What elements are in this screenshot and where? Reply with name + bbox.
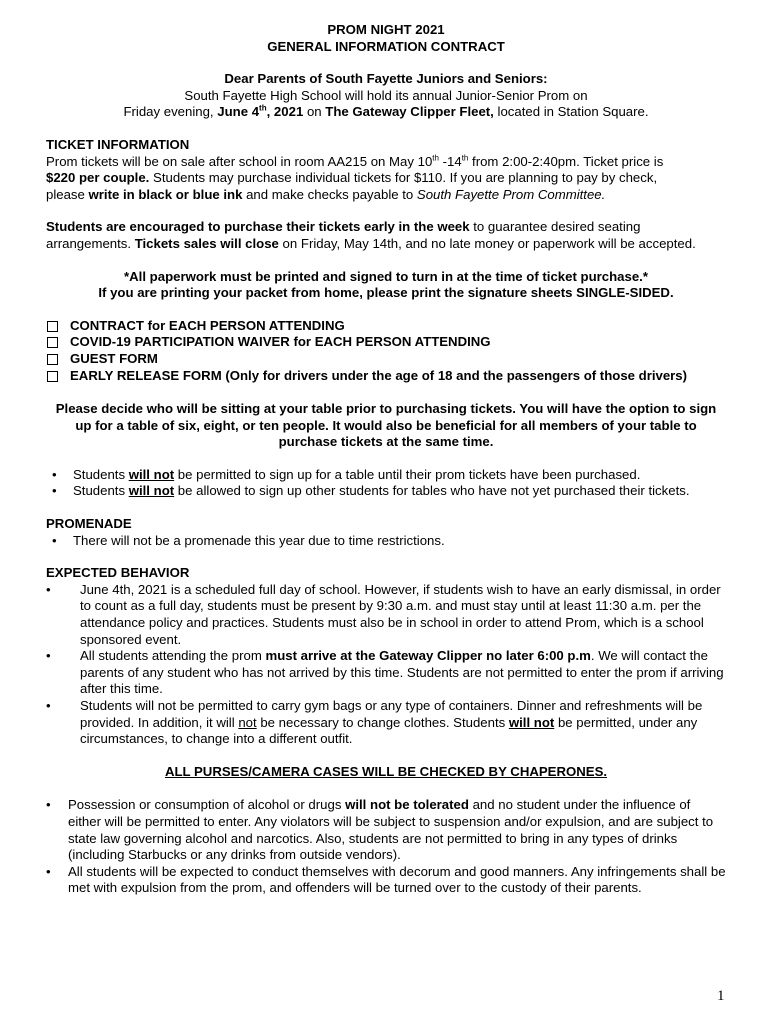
bullet-icon: • (52, 532, 57, 548)
ticket-text: from 2:00-2:40pm. Ticket price is (468, 153, 664, 169)
bullet-text-part: be permitted, under any circumstances, to change into a different outfit. (80, 714, 698, 747)
bullet-icon: • (46, 648, 51, 664)
bullet-text: All students will be expected to conduct themselves with decorum and good manners. Any infringements shall be met with expulsion from the prom, and offenders will be turned over to the custody of their parents. (68, 863, 726, 896)
document-title: PROM NIGHT 2021 (327, 22, 445, 37)
intro-line-2 (46, 104, 726, 121)
checklist-item (46, 351, 726, 368)
bullet-icon: • (52, 483, 57, 499)
list-item (46, 797, 726, 863)
emphasis: will not (128, 466, 175, 482)
emphasis: will not (128, 483, 175, 499)
encourage-paragraph (46, 219, 726, 252)
intro-text: on (303, 104, 326, 120)
ticket-paragraph (46, 154, 726, 204)
bullet-text-part: Students will not be permitted to carry gym bags or any type of containers. Dinner and refreshments will be provided. In addition, it will (80, 698, 703, 730)
bullet-icon: • (46, 581, 51, 597)
bullet-text-part: All students attending the prom (80, 648, 266, 664)
bullet-text: June 4th, 2021 is a scheduled full day of school. However, if students wish to have an early dismissal, in order to count as a full day, students must be present by 9:30 a.m. and must stay until at least 11:30 a.m. per the attendance policy and practices. Students must also be in school in order to attend Prom, which is a school sponsored event. (80, 581, 721, 647)
document-subtitle: GENERAL INFORMATION CONTRACT (267, 38, 505, 54)
list-item (46, 533, 726, 550)
ticket-text: please (46, 186, 89, 202)
checkbox-icon[interactable] (47, 321, 58, 332)
prom-date-day: June 4 (217, 104, 260, 120)
intro-text: located in Station Square. (493, 104, 649, 120)
checklist-item (46, 334, 726, 351)
ticket-text: -14 (438, 153, 462, 169)
bullet-text (73, 467, 640, 484)
encourage-text: to guarantee desired seating arrangements. (46, 219, 641, 251)
list-item (46, 648, 726, 698)
arrival-time: must arrive at the Gateway Clipper no later 6:00 p.m (265, 648, 591, 664)
purses-notice: ALL PURSES/CAMERA CASES WILL BE CHECKED BY CHAPERONES. (164, 763, 608, 779)
ink-instruction: write in black or blue ink (88, 186, 243, 202)
bullet-text: There will not be a promenade this year due to time restrictions. (73, 532, 445, 548)
bullet-icon: • (46, 698, 51, 713)
list-item (46, 864, 726, 897)
ticket-heading: TICKET INFORMATION (46, 136, 190, 152)
ordinal-suffix: th (432, 153, 439, 163)
salutation: Dear Parents of South Fayette Juniors and Seniors: (224, 71, 548, 87)
bullet-text (80, 698, 726, 748)
prom-date-year: , 2021 (266, 104, 304, 120)
list-item (46, 698, 726, 748)
bullet-text-part: be necessary to change clothes. Students (256, 714, 509, 730)
prom-date (217, 104, 303, 119)
emphasis: will not (508, 714, 555, 730)
prom-venue: The Gateway Clipper Fleet, (325, 104, 494, 120)
document-page (46, 22, 726, 897)
list-item (46, 582, 726, 648)
ticket-price: $220 per couple. (46, 170, 150, 186)
paperwork-notice-1: *All paperwork must be printed and signed to turn in at the time of ticket purchase.* (124, 268, 648, 284)
checkbox-icon[interactable] (47, 371, 58, 382)
bullet-text-part: . We will contact the parents of any student who has not arrived by this time. Students are not permitted to enter the prom if arriving after this time. (80, 648, 724, 697)
payee-name: South Fayette Prom Committee. (416, 186, 606, 202)
intro-text: Friday evening, (123, 104, 218, 120)
bullet-text-part: be allowed to sign up other students for tables who have not yet purchased their tickets. (174, 483, 690, 499)
checklist-label: GUEST FORM (70, 350, 158, 366)
checklist-item (46, 368, 726, 385)
checklist-label: EARLY RELEASE FORM (Only for drivers under the age of 18 and the passengers of those drivers) (70, 367, 688, 383)
bullet-text (80, 648, 726, 698)
sales-close-bold: Tickets sales will close (134, 235, 279, 251)
ticket-text: Students may purchase individual tickets for $110. If you are planning to pay by check, (149, 170, 658, 186)
bullet-text-part: Students (73, 483, 129, 499)
checkbox-icon[interactable] (47, 337, 58, 348)
table-bullets (46, 467, 726, 500)
list-item (46, 483, 726, 500)
forms-checklist (46, 318, 726, 384)
intro-line-1: South Fayette High School will hold its annual Junior-Senior Prom on (184, 87, 588, 103)
checklist-label: COVID-19 PARTICIPATION WAIVER for EACH PERSON ATTENDING (70, 334, 491, 350)
bullet-icon: • (46, 863, 51, 879)
checklist-item (46, 318, 726, 335)
bullet-text-part: Students (73, 466, 129, 482)
bullet-icon: • (52, 466, 57, 482)
behavior-heading: EXPECTED BEHAVIOR (46, 565, 190, 581)
page-number: 1 (717, 988, 725, 1004)
bullet-text (73, 483, 690, 500)
bullet-icon: • (46, 797, 51, 813)
bullet-text-part: and no student under the influence of either will be permitted to enter. Any violators will be subject to suspension and/or expulsion, and are subject to state law governing alcohol and narcotics. Also, students are not permitted to bring in any types of drinks (including Starbucks or any drinks from outside vendors). (68, 797, 714, 863)
encourage-text: on Friday, May 14th, and no late money or paperwork will be accepted. (278, 235, 696, 251)
list-item (46, 467, 726, 484)
paperwork-notice-2: If you are printing your packet from home, please print the signature sheets SINGLE-SIDED. (98, 285, 674, 301)
bullet-text-part: be permitted to sign up for a table until their prom tickets have been purchased. (174, 466, 641, 482)
checkbox-icon[interactable] (47, 354, 58, 365)
encourage-bold: Students are encouraged to purchase their tickets early in the week (46, 219, 470, 235)
bullet-text-part: Possession or consumption of alcohol or drugs (68, 797, 346, 813)
ordinal-suffix: th (461, 153, 469, 163)
ticket-text: Prom tickets will be on sale after school in room AA215 on May 10 (46, 153, 433, 169)
table-note: Please decide who will be sitting at your table prior to purchasing tickets. You will have the option to sign up for a table of six, eight, or ten people. It would also be beneficial for all members of your table to purchase tickets at the same time. (55, 401, 717, 450)
bullet-text (68, 797, 726, 863)
checklist-label: CONTRACT for EACH PERSON ATTENDING (70, 317, 345, 333)
promenade-bullets (46, 533, 726, 550)
emphasis: will not be tolerated (345, 797, 469, 813)
emphasis: not (238, 714, 257, 730)
promenade-heading: PROMENADE (46, 516, 132, 532)
ticket-text: and make checks payable to (242, 186, 417, 202)
ordinal-suffix: th (259, 103, 267, 113)
behavior-bullets (46, 582, 726, 748)
conduct-bullets (46, 797, 726, 897)
